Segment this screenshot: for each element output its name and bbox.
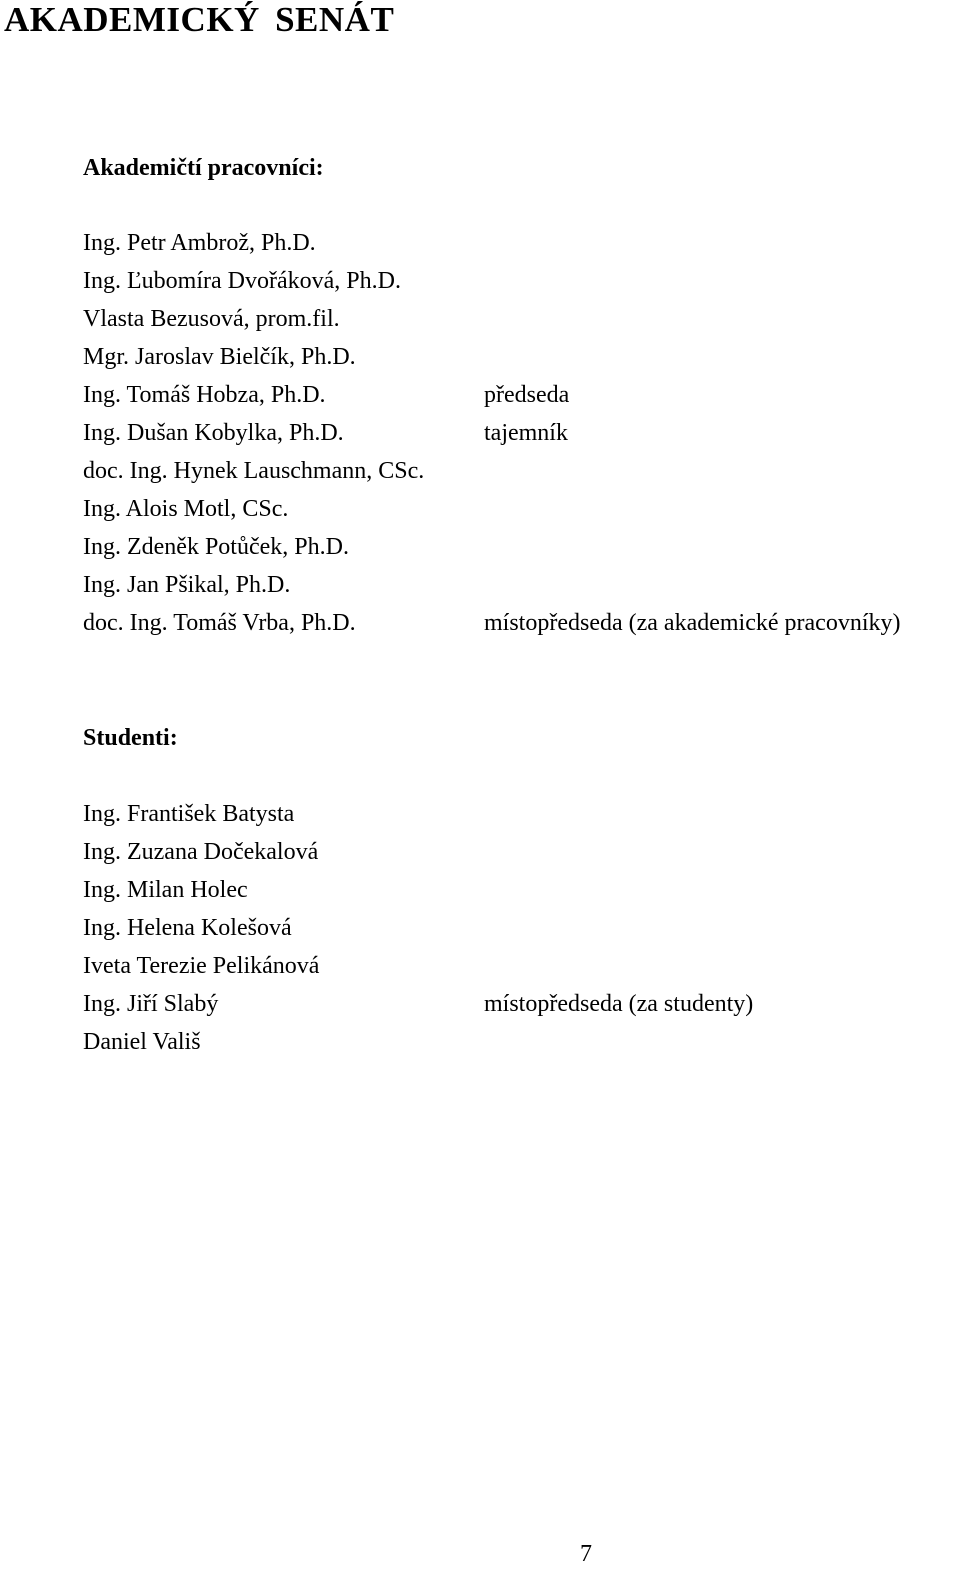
member-name: Ing. Zdeněk Potůček, Ph.D. <box>83 534 349 560</box>
students-heading: Studenti: <box>83 725 178 751</box>
member-name: Ing. Milan Holec <box>83 877 248 903</box>
member-row <box>83 909 960 947</box>
member-role: místopředseda (za akademické pracovníky) <box>484 610 901 636</box>
member-name: Ing. Helena Kolešová <box>83 915 292 941</box>
member-row <box>83 947 960 985</box>
member-row <box>83 604 960 642</box>
member-row <box>83 871 960 909</box>
member-name: Daniel Vališ <box>83 1029 201 1055</box>
member-row <box>83 338 960 376</box>
member-row <box>83 300 960 338</box>
member-name: Ing. Ľubomíra Dvořáková, Ph.D. <box>83 268 401 294</box>
member-row <box>83 262 960 300</box>
member-row <box>83 528 960 566</box>
member-name: Ing. Tomáš Hobza, Ph.D. <box>83 382 326 408</box>
member-row <box>83 985 960 1023</box>
member-name: Ing. Alois Motl, CSc. <box>83 496 289 522</box>
member-row <box>83 376 960 414</box>
member-row <box>83 490 960 528</box>
member-role: tajemník <box>484 420 568 446</box>
member-name: Iveta Terezie Pelikánová <box>83 953 320 979</box>
member-name: Ing. Petr Ambrož, Ph.D. <box>83 230 316 256</box>
page-number: 7 <box>580 1541 592 1567</box>
member-row <box>83 452 960 490</box>
member-name: Ing. Dušan Kobylka, Ph.D. <box>83 420 344 446</box>
academic-staff-list <box>83 224 960 642</box>
member-row <box>83 833 960 871</box>
member-row <box>83 1023 960 1061</box>
academic-staff-heading: Akademičtí pracovníci: <box>83 155 324 181</box>
member-name: Ing. Zuzana Dočekalová <box>83 839 319 865</box>
member-name: Ing. Jan Pšikal, Ph.D. <box>83 572 291 598</box>
member-name: Ing. František Batysta <box>83 801 295 827</box>
member-role: místopředseda (za studenty) <box>484 991 754 1017</box>
member-role: předseda <box>484 382 570 408</box>
member-row <box>83 414 960 452</box>
document-title: AKADEMICKÝ SENÁT <box>4 0 395 39</box>
member-name: doc. Ing. Tomáš Vrba, Ph.D. <box>83 610 356 636</box>
member-name: Vlasta Bezusová, prom.fil. <box>83 306 340 332</box>
member-name: doc. Ing. Hynek Lauschmann, CSc. <box>83 458 425 484</box>
member-row <box>83 566 960 604</box>
member-name: Mgr. Jaroslav Bielčík, Ph.D. <box>83 344 356 370</box>
students-list <box>83 795 960 1061</box>
member-row <box>83 224 960 262</box>
member-name: Ing. Jiří Slabý <box>83 991 219 1017</box>
member-row <box>83 795 960 833</box>
